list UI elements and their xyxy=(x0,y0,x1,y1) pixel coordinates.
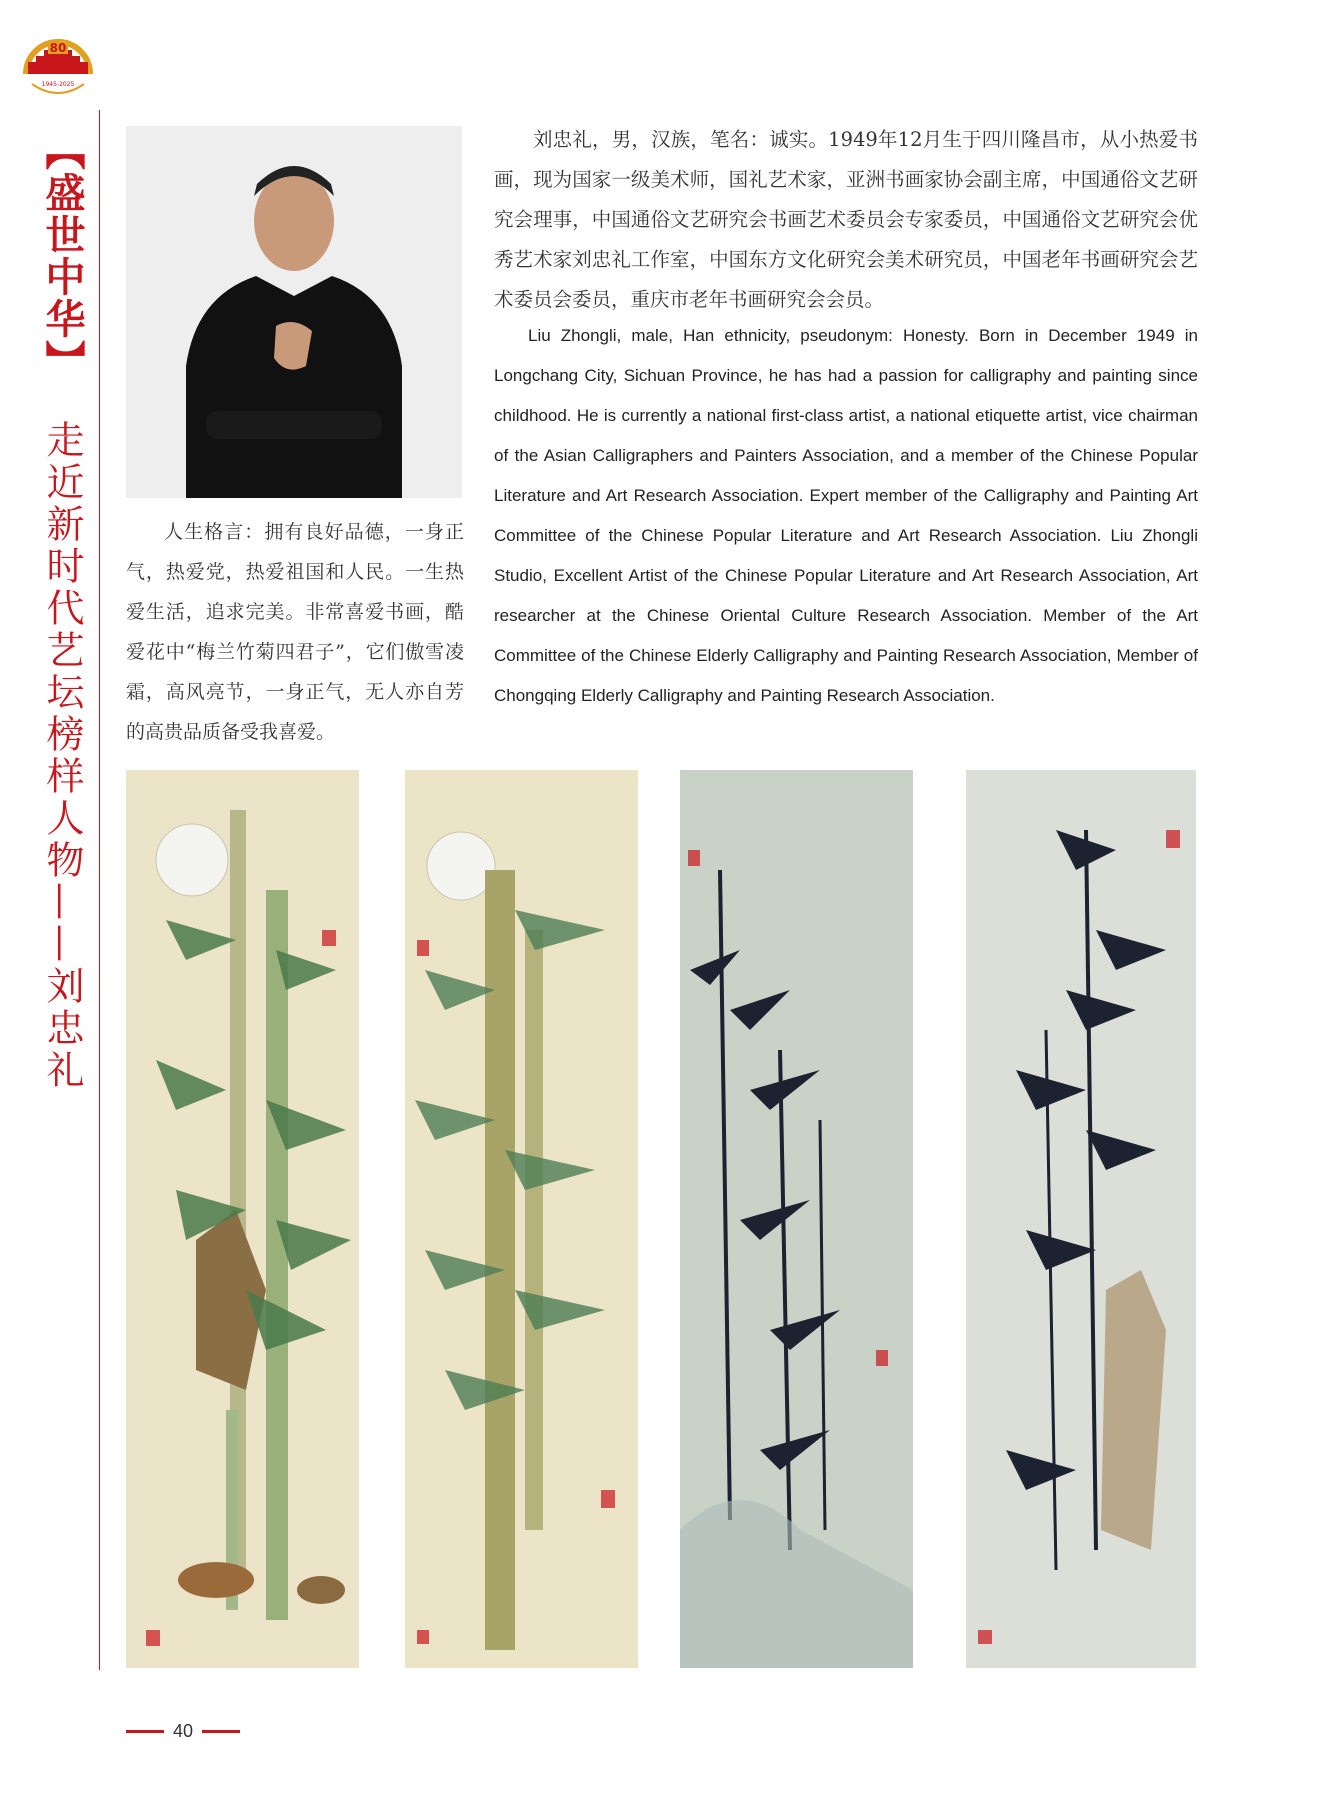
anniversary-logo xyxy=(18,22,98,102)
article-title: 走近新时代艺坛榜样人物——刘忠礼 xyxy=(40,420,84,1092)
footer-bar-left xyxy=(126,1730,164,1733)
page-number: 40 xyxy=(173,1720,194,1741)
footer-bar-right xyxy=(202,1730,240,1733)
logo-number: 80 xyxy=(49,41,67,55)
artist-portrait xyxy=(126,126,462,498)
bamboo-painting-3 xyxy=(680,770,913,1668)
biography-chinese: 刘忠礼，男，汉族，笔名：诚实。1949年12月生于四川隆昌市，从小热爱书画，现为国家一级美术师，国礼艺术家，亚洲书画家协会副主席，中国通俗文艺研究会理事，中国通俗文艺研究会书画艺术委员会专家委员，中国通俗文艺研究会优秀艺术家刘忠礼工作室，中国东方文化研究会美术研究员，中国老年书画研究会艺术委员会委员，重庆市老年书画研究会会员。 xyxy=(494,128,1198,311)
page-footer xyxy=(126,1719,240,1743)
bamboo-painting-1 xyxy=(126,770,359,1668)
vertical-divider xyxy=(99,110,100,1670)
biography-english: Liu Zhongli, male, Han ethnicity, pseudonym: Honesty. Born in December 1949 in Longchang City, Sichuan Province, he has had a passion for calligraphy and painting since childhood. He is currently a national first-class artist, a national etiquette artist, vice chairman of the Asian Calligraphers and Painters Association, and a member of the Chinese Popular Literature and Art Research Association. Expert member of the Calligraphy and Painting Art Committee of the Chinese Popular Literature and Art Research Association. Liu Zhongli Studio, Excellent Artist of the Chinese Popular Literature and Art Research Association, Art researcher at the Chinese Oriental Culture Research Association. Member of the Art Committee of the Chinese Elderly Calligraphy and Painting Research Association, Member of Chongqing Elderly Calligraphy and Painting Research Association. xyxy=(494,326,1198,705)
life-motto: 人生格言：拥有良好品德，一身正气，热爱党，热爱祖国和人民。一生热爱生活，追求完美。非常喜爱书画，酷爱花中“梅兰竹菊四君子”，它们傲雪凌霜，高风亮节，一身正气，无人亦自芳的高贵品质备受我喜爱。 xyxy=(126,521,464,743)
bamboo-painting-4 xyxy=(966,770,1196,1668)
logo-years: 1945-2025 xyxy=(41,81,75,88)
section-title: 【盛世中华】 xyxy=(39,130,85,382)
bamboo-painting-2 xyxy=(405,770,638,1668)
